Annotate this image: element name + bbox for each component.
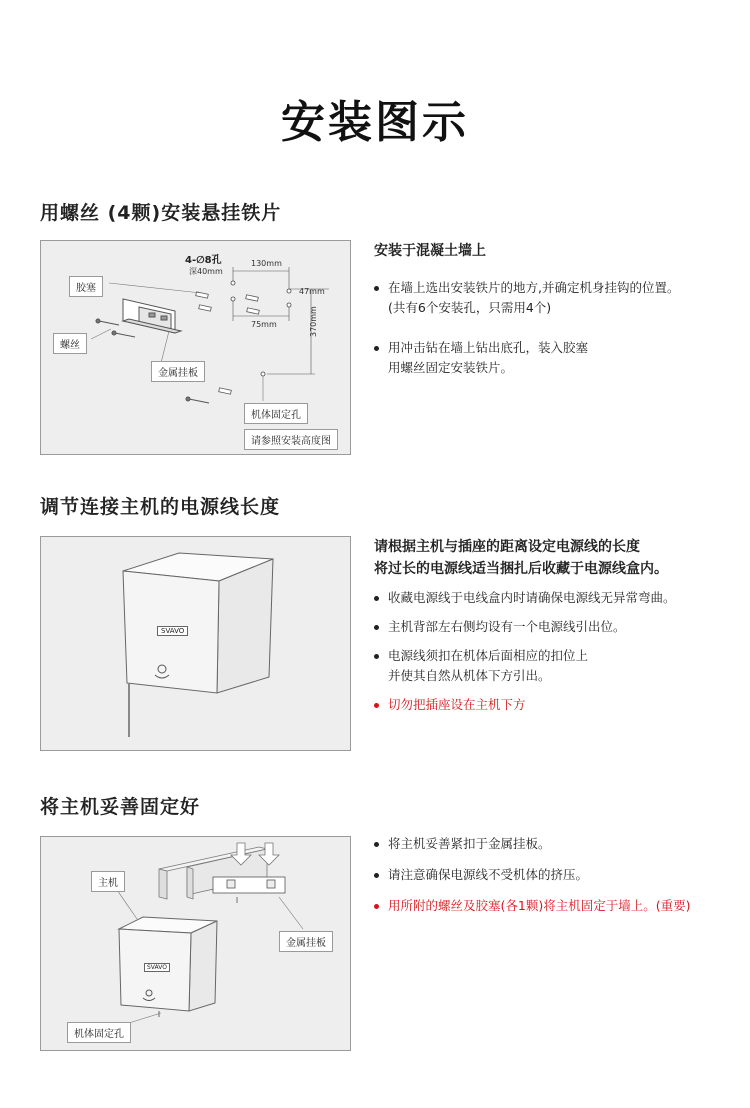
plug-drawings <box>196 292 260 394</box>
section2-heading-line1: 请根据主机与插座的距离设定电源线的长度 <box>374 539 640 555</box>
section2-bullet-3: 电源线须扣在机体后面相应的扣位上 <box>374 646 742 666</box>
metal-plate-callout: 金属挂板 <box>151 361 205 382</box>
section2-text <box>374 536 742 715</box>
brand-label: SVAVO <box>157 626 188 636</box>
section2-warning-bullet: 切勿把插座设在主机下方 <box>374 695 742 715</box>
brand-label: SVAVO <box>144 963 170 972</box>
section1-title: 用螺丝 (4颗)安装悬挂铁片 <box>40 202 282 224</box>
section3-text <box>374 834 744 916</box>
metal-plate-drawing <box>123 299 181 333</box>
height-reference-callout: 请参照安装高度图 <box>244 429 338 450</box>
metal-plate-drawing <box>213 877 285 903</box>
screw-callout: 螺丝 <box>53 333 87 354</box>
body-hole-callout: 机体固定孔 <box>67 1022 131 1043</box>
section3-bullet-1: 将主机妥善紧扣于金属挂板。 <box>374 834 744 854</box>
metal-plate-callout: 金属挂板 <box>279 931 333 952</box>
page-title: 安装图示 <box>281 97 469 148</box>
depth-label: 深40mm <box>189 267 223 276</box>
leader-lines <box>91 283 263 401</box>
section3-title: 将主机妥善固定好 <box>40 796 201 818</box>
dim-370-label: 370mm <box>309 306 318 337</box>
section2-title: 调节连接主机的电源线长度 <box>40 496 281 518</box>
section1-bullet-2-line2: 用螺丝固定安装铁片。 <box>388 360 514 375</box>
section2-bullet-2: 主机背部左右侧均设有一个电源线引出位。 <box>374 617 742 637</box>
hole-spec-label: 4-∅8孔 <box>185 255 222 266</box>
dim-47-label: 47mm <box>299 287 325 296</box>
section3-diagram-panel <box>40 836 351 1051</box>
section1-bullet-1-line2: (共有6个安装孔，只需用4个) <box>388 300 552 315</box>
section2-bullet-1: 收藏电源线于电线盒内时请确保电源线无异常弯曲。 <box>374 588 742 608</box>
host-callout: 主机 <box>91 871 125 892</box>
section2-heading-line2: 将过长的电源线适当捆扎后收藏于电源线盒内。 <box>374 561 668 577</box>
section1-diagram-panel <box>40 240 351 455</box>
section3-bullet-2: 请注意确保电源线不受机体的挤压。 <box>374 865 744 885</box>
plug-callout: 胶塞 <box>69 276 103 297</box>
section1-text <box>374 240 734 378</box>
dim-75-label: 75mm <box>251 320 277 329</box>
section3-warning-bullet: 用所附的螺丝及胶塞(各1颗)将主机固定于墙上。(重要) <box>374 896 744 916</box>
dim-130-label: 130mm <box>251 259 282 268</box>
section1-bullet-1: 在墙上选出安装铁片的地方,并确定机身挂钩的位置。 <box>374 278 734 298</box>
hand-dryer-drawing <box>123 553 273 693</box>
section1-heading: 安装于混凝土墙上 <box>374 243 486 259</box>
section2-bullet-3-line2: 并使其自然从机体下方引出。 <box>388 668 551 683</box>
dryer-cable-diagram <box>41 537 352 752</box>
body-hole-callout: 机体固定孔 <box>244 403 308 424</box>
section1-bullet-2: 用冲击钻在墙上钻出底孔，装入胶塞 <box>374 338 734 358</box>
section2-diagram-panel <box>40 536 351 751</box>
